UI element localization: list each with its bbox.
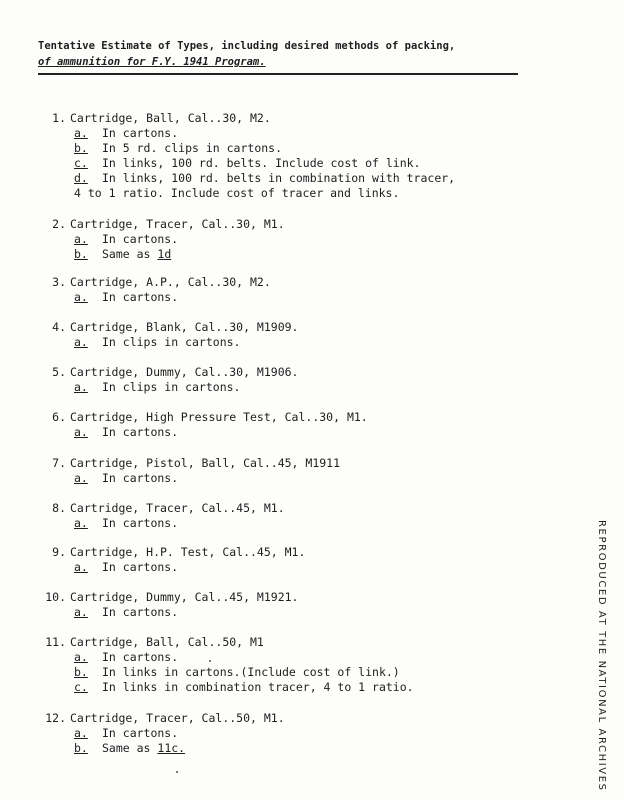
sub-item-text: In links in combination tracer, 4 to 1 ratio. — [102, 680, 414, 694]
item-heading — [36, 217, 556, 232]
list-item — [36, 111, 556, 201]
sub-item-text: In links, 100 rd. belts in combination with tracer, — [102, 171, 456, 185]
item-number: 9. — [52, 545, 66, 559]
item-heading — [36, 365, 556, 380]
item-heading-text: Cartridge, Tracer, Cal..30, M1. — [70, 217, 285, 231]
sub-item — [36, 726, 556, 741]
list-item — [36, 456, 556, 486]
sub-item — [36, 335, 556, 350]
item-heading-text: Cartridge, A.P., Cal..30, M2. — [70, 275, 271, 289]
sub-item-letter: b. — [74, 247, 88, 261]
sub-item-letter: a. — [74, 650, 88, 664]
sub-item — [36, 141, 556, 156]
item-heading-text: Cartridge, Ball, Cal..50, M1 — [70, 635, 264, 649]
sub-item-text: In cartons. — [102, 560, 179, 574]
sub-item-letter: c. — [74, 156, 88, 170]
archives-stamp: REPRODUCED AT THE NATIONAL ARCHIVES — [596, 520, 607, 792]
ammunition-list — [36, 111, 556, 756]
sub-item-text: In cartons. — [102, 126, 179, 140]
item-number: 3. — [52, 275, 66, 289]
list-item — [36, 635, 556, 695]
sub-item-letter: d. — [74, 171, 88, 185]
list-item — [36, 545, 556, 575]
item-number: 11. — [45, 635, 66, 649]
sub-item — [36, 126, 556, 141]
item-heading-text: Cartridge, Tracer, Cal..50, M1. — [70, 711, 285, 725]
item-number: 10. — [45, 590, 66, 604]
sub-item-text: In clips in cartons. — [102, 335, 241, 349]
sub-item-letter: a. — [74, 605, 88, 619]
item-heading — [36, 111, 556, 126]
item-heading-text: Cartridge, Pistol, Ball, Cal..45, M1911 — [70, 456, 341, 470]
item-number: 2. — [52, 217, 66, 231]
item-heading — [36, 590, 556, 605]
item-number: 5. — [52, 365, 66, 379]
sub-item — [36, 665, 556, 680]
sub-item-text: In cartons. — [102, 232, 179, 246]
sub-item-letter: a. — [74, 425, 88, 439]
sub-item-text: In cartons. — [102, 605, 179, 619]
item-heading — [36, 275, 556, 290]
sub-item — [36, 380, 556, 395]
sub-item — [36, 290, 556, 305]
item-number: 4. — [52, 320, 66, 334]
list-item — [36, 501, 556, 531]
list-item — [36, 275, 556, 305]
sub-item — [36, 425, 556, 440]
item-heading — [36, 410, 556, 425]
sub-item-reference: 1d — [157, 247, 172, 261]
list-item — [36, 365, 556, 395]
item-heading — [36, 501, 556, 516]
document-title — [38, 38, 455, 70]
sub-item-text: In cartons. — [102, 290, 179, 304]
list-item — [36, 711, 556, 756]
sub-item — [36, 516, 556, 531]
list-item — [36, 320, 556, 350]
item-heading — [36, 545, 556, 560]
sub-item-letter: a. — [74, 126, 88, 140]
item-heading-text: Cartridge, H.P. Test, Cal..45, M1. — [70, 545, 306, 559]
sub-item-letter: a. — [74, 290, 88, 304]
paper-speck — [176, 771, 178, 773]
sub-item — [36, 650, 556, 665]
sub-item — [36, 680, 556, 695]
sub-item-text: Same as — [102, 741, 158, 755]
sub-item-letter: a. — [74, 380, 88, 394]
item-heading-text: Cartridge, Ball, Cal..30, M2. — [70, 111, 271, 125]
item-heading-text: Cartridge, Dummy, Cal..30, M1906. — [70, 365, 299, 379]
sub-item-letter: c. — [74, 680, 88, 694]
sub-item-letter: b. — [74, 665, 88, 679]
sub-item — [36, 560, 556, 575]
sub-item — [36, 741, 556, 756]
sub-item-letter: a. — [74, 560, 88, 574]
sub-item-text: In cartons. — [102, 516, 179, 530]
item-heading-text: Cartridge, Dummy, Cal..45, M1921. — [70, 590, 299, 604]
item-heading-text: Cartridge, Blank, Cal..30, M1909. — [70, 320, 299, 334]
item-heading — [36, 635, 556, 650]
sub-item-letter: b. — [74, 141, 88, 155]
item-number: 6. — [52, 410, 66, 424]
sub-item-continuation: 4 to 1 ratio. Include cost of tracer and links. — [74, 186, 400, 200]
paper-speck — [209, 660, 211, 662]
list-item — [36, 590, 556, 620]
sub-item-text: In clips in cartons. — [102, 380, 241, 394]
sub-item — [36, 247, 556, 262]
title-line-2: of ammunition for F.Y. 1941 Program. — [38, 56, 266, 68]
sub-item — [36, 232, 556, 247]
title-line-1: Tentative Estimate of Types, including desired methods of packing, — [38, 40, 456, 52]
list-item — [36, 410, 556, 440]
sub-item-letter: a. — [74, 335, 88, 349]
item-heading-text: Cartridge, High Pressure Test, Cal..30, M1. — [70, 410, 368, 424]
sub-item-text: In links, 100 rd. belts. Include cost of link. — [102, 156, 421, 170]
sub-item-letter: a. — [74, 232, 88, 246]
sub-item-text: In cartons. — [102, 471, 179, 485]
item-heading — [36, 320, 556, 335]
sub-item-text: In cartons. — [102, 726, 179, 740]
sub-item — [36, 171, 556, 186]
list-item — [36, 217, 556, 262]
sub-item-text: In 5 rd. clips in cartons. — [102, 141, 283, 155]
sub-item-letter: a. — [74, 726, 88, 740]
sub-item — [36, 605, 556, 620]
item-heading — [36, 711, 556, 726]
sub-item-text: In links in cartons.(Include cost of link.) — [102, 665, 400, 679]
item-number: 8. — [52, 501, 66, 515]
item-heading — [36, 456, 556, 471]
sub-item-text: In cartons. — [102, 425, 179, 439]
sub-item-reference: 11c. — [157, 741, 186, 755]
item-number: 12. — [45, 711, 66, 725]
sub-item-text: Same as — [102, 247, 158, 261]
item-heading-text: Cartridge, Tracer, Cal..45, M1. — [70, 501, 285, 515]
item-number: 1. — [52, 111, 66, 125]
sub-item-letter: a. — [74, 471, 88, 485]
title-rule — [38, 73, 518, 75]
sub-item-letter: b. — [74, 741, 88, 755]
sub-item-text: In cartons. — [102, 650, 179, 664]
sub-item — [36, 156, 556, 171]
item-number: 7. — [52, 456, 66, 470]
sub-item — [36, 471, 556, 486]
sub-item-letter: a. — [74, 516, 88, 530]
